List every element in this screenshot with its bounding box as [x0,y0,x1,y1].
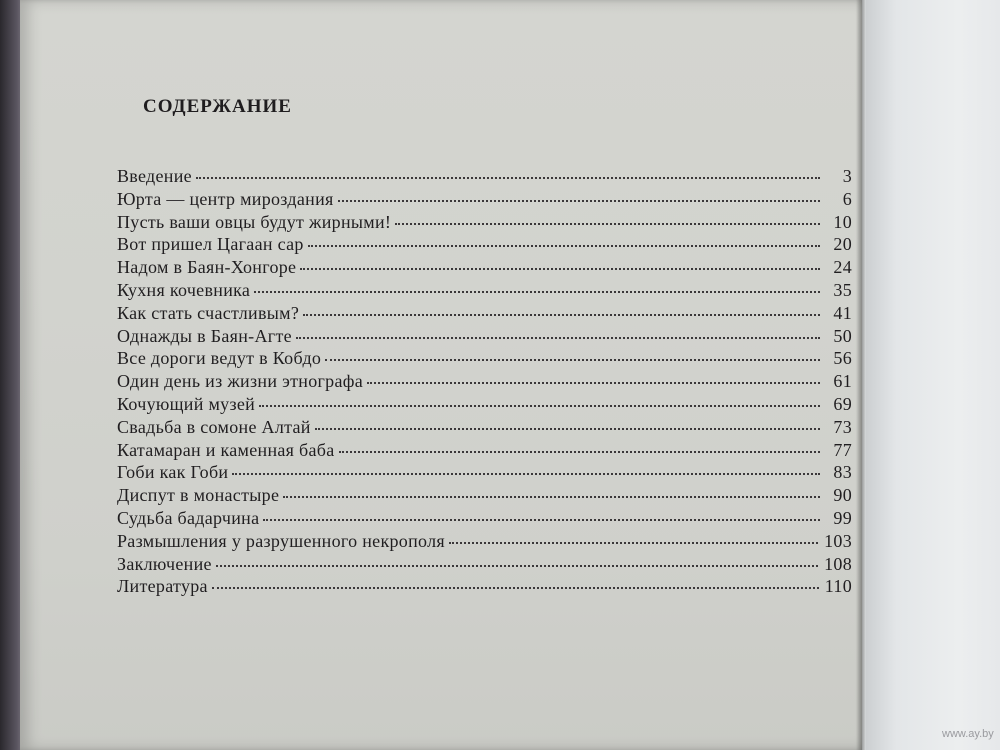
toc-entry [117,575,852,598]
toc-entry [117,416,852,439]
facing-page [862,0,1000,750]
page-crease [862,0,866,750]
dot-leader [449,541,818,544]
dot-leader [315,427,820,430]
toc-entry [117,461,852,484]
toc-entry [117,188,852,211]
dot-leader [232,472,820,475]
toc-entry [117,370,852,393]
toc-entry-title: Свадьба в сомоне Алтай [117,416,311,437]
toc-entry-title: Один день из жизни этнографа [117,371,364,392]
toc-title: СОДЕРЖАНИЕ [143,96,292,117]
toc-entry-title: Кочующий музей [117,393,256,414]
toc-entry [117,211,852,234]
table-of-contents [117,165,852,598]
toc-entry [117,302,852,325]
dot-leader [303,313,820,316]
toc-entry-title: Пусть ваши овцы будут жирными! [117,211,392,232]
dot-leader [283,495,820,498]
dot-leader [395,222,820,225]
dot-leader [339,450,820,453]
toc-entry-page-number: 90 [833,485,852,506]
toc-entry-page-number: 56 [833,348,852,369]
toc-entry [117,484,852,507]
toc-entry [117,165,852,188]
toc-entry-title: Размышления у разрушенного некрополя [117,530,445,551]
toc-entry [117,393,852,416]
toc-entry-page-number: 24 [833,257,852,278]
toc-entry-page-number: 41 [833,302,852,323]
toc-entry [117,347,852,370]
dot-leader [325,358,820,361]
watermark: www.ay.by [942,728,994,740]
dot-leader [300,267,820,270]
toc-entry-title: Судьба бадарчина [117,507,260,528]
toc-entry-page-number: 50 [833,325,852,346]
dot-leader [254,290,820,293]
toc-entry-page-number: 69 [833,393,852,414]
toc-entry-title: Вот пришел Цагаан сар [117,234,304,255]
toc-entry-page-number: 103 [824,530,852,551]
dot-leader [259,404,820,407]
toc-entry-title: Однажды в Баян-Агте [117,325,292,346]
toc-entry-page-number: 35 [833,279,852,300]
toc-entry-page-number: 77 [833,439,852,460]
toc-entry-page-number: 108 [824,553,852,574]
dot-leader [196,176,820,179]
dot-leader [367,381,820,384]
dot-leader [263,518,820,521]
toc-entry-page-number: 110 [824,576,852,597]
toc-entry-title: Гоби как Гоби [117,462,229,483]
dot-leader [296,336,820,339]
toc-entry-title: Кухня кочевника [117,279,251,300]
toc-entry [117,553,852,576]
toc-entry-page-number: 61 [833,371,852,392]
toc-entry-title: Катамаран и каменная баба [117,439,335,460]
toc-entry-title: Введение [117,166,192,186]
toc-entry [117,233,852,256]
toc-entry-page-number: 83 [833,462,852,483]
toc-entry [117,325,852,348]
toc-entry-title: Литература [117,576,208,597]
toc-entry [117,439,852,462]
toc-entry-page-number: 6 [842,188,852,209]
dot-leader [216,564,818,567]
toc-entry-title: Юрта — центр мироздания [117,188,334,209]
dot-leader [212,586,819,589]
toc-entry [117,530,852,553]
toc-entry [117,279,852,302]
dot-leader [338,199,820,202]
toc-entry-page-number: 99 [833,507,852,528]
toc-entry-title: Надом в Баян-Хонгоре [117,257,297,278]
toc-entry-page-number: 3 [842,166,852,186]
toc-entry-title: Заключение [117,553,212,574]
toc-entry-title: Как стать счастливым? [117,302,300,323]
toc-entry [117,256,852,279]
toc-entry [117,507,852,530]
toc-entry-title: Все дороги ведут в Кобдо [117,348,322,369]
toc-entry-page-number: 20 [833,234,852,255]
dot-leader [308,244,820,247]
toc-entry-page-number: 73 [833,416,852,437]
toc-entry-title: Диспут в монастыре [117,485,280,506]
toc-entry-page-number: 10 [833,211,852,232]
